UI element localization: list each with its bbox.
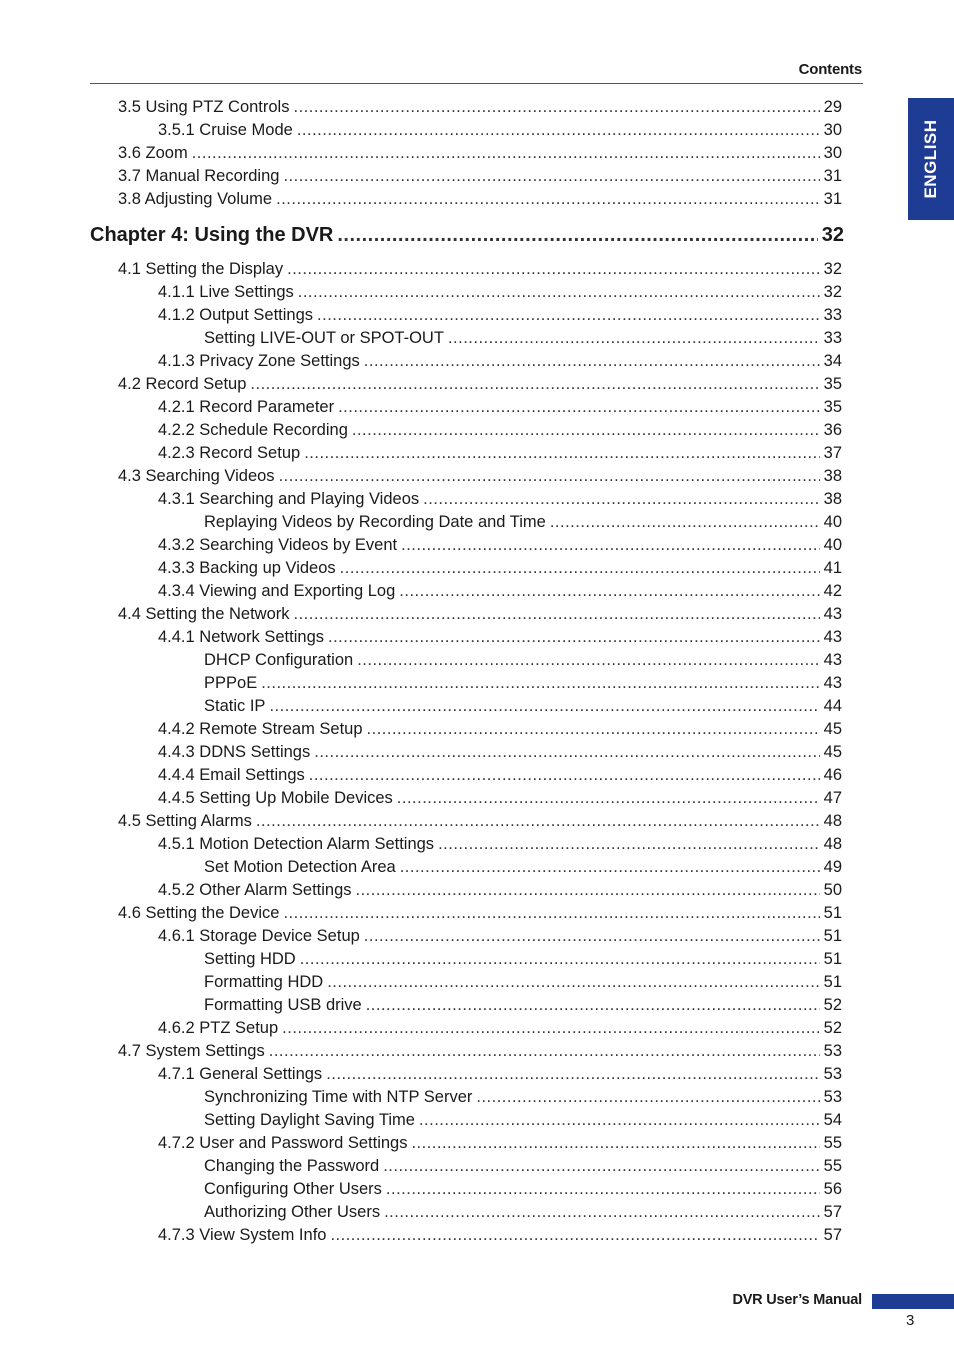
- toc-dot-leader: [364, 925, 820, 948]
- toc-entry[interactable]: [0, 879, 954, 902]
- toc-dot-leader: [338, 396, 820, 419]
- toc-dot-leader: [400, 856, 820, 879]
- toc-entry[interactable]: [0, 557, 954, 580]
- toc-entry-page: 47: [823, 789, 842, 807]
- toc-entry-title: 4.1 Setting the Display: [118, 260, 284, 278]
- toc-entry-title: 4.3.3 Backing up Videos: [158, 559, 336, 577]
- toc-dot-leader: [250, 373, 819, 396]
- toc-entry-page: 55: [823, 1134, 842, 1152]
- toc-entry[interactable]: [0, 511, 954, 534]
- toc-dot-leader: [401, 534, 820, 557]
- toc-entry-title: Static IP: [204, 697, 266, 715]
- toc-dot-leader: [423, 488, 820, 511]
- toc-dot-leader: [309, 764, 820, 787]
- toc-entry-page: 43: [823, 628, 842, 646]
- toc-entry-title: 4.4.5 Setting Up Mobile Devices: [158, 789, 393, 807]
- toc-dot-leader: [386, 1178, 820, 1201]
- toc-entry-title: 3.5.1 Cruise Mode: [158, 121, 293, 139]
- toc-entry-page: 49: [823, 858, 842, 876]
- toc-entry-page: 45: [823, 720, 842, 738]
- toc-chapter-entry[interactable]: [0, 212, 954, 258]
- toc-dot-leader: [326, 1063, 819, 1086]
- toc-entry[interactable]: [0, 1086, 954, 1109]
- toc-entry[interactable]: [0, 142, 954, 165]
- toc-entry[interactable]: [0, 902, 954, 925]
- toc-entry-title: Setting LIVE-OUT or SPOT-OUT: [204, 329, 444, 347]
- toc-dot-leader: [192, 142, 820, 165]
- toc-dot-leader: [279, 465, 820, 488]
- toc-entry-title: 4.4 Setting the Network: [118, 605, 290, 623]
- toc-dot-leader: [283, 165, 819, 188]
- toc-entry[interactable]: [0, 718, 954, 741]
- toc-entry[interactable]: [0, 695, 954, 718]
- table-of-contents: [0, 96, 954, 1247]
- toc-entry-page: 32: [823, 283, 842, 301]
- toc-dot-leader: [293, 96, 819, 119]
- toc-entry[interactable]: [0, 649, 954, 672]
- toc-dot-leader: [340, 557, 820, 580]
- toc-entry-page: 38: [823, 467, 842, 485]
- toc-entry[interactable]: [0, 119, 954, 142]
- toc-dot-leader: [330, 1224, 819, 1247]
- toc-entry-page: 43: [823, 651, 842, 669]
- toc-entry-title: DHCP Configuration: [204, 651, 354, 669]
- toc-entry-title: 4.3.4 Viewing and Exporting Log: [158, 582, 396, 600]
- toc-dot-leader: [314, 741, 819, 764]
- toc-entry-title: 4.1.2 Output Settings: [158, 306, 314, 324]
- toc-entry-title: Formatting USB drive: [204, 996, 362, 1014]
- toc-dot-leader: [399, 580, 819, 603]
- toc-entry-title: 3.5 Using PTZ Controls: [118, 98, 290, 116]
- toc-dot-leader: [357, 649, 819, 672]
- toc-dot-leader: [276, 188, 820, 211]
- toc-entry-title: Setting Daylight Saving Time: [204, 1111, 415, 1129]
- toc-entry-page: 33: [823, 329, 842, 347]
- toc-dot-leader: [256, 810, 820, 833]
- toc-entry-title: Configuring Other Users: [204, 1180, 382, 1198]
- toc-dot-leader: [411, 1132, 819, 1155]
- toc-entry-page: 51: [823, 904, 842, 922]
- toc-entry[interactable]: [0, 925, 954, 948]
- toc-entry[interactable]: [0, 350, 954, 373]
- toc-entry-title: 4.5.2 Other Alarm Settings: [158, 881, 352, 899]
- toc-entry-title: 4.5.1 Motion Detection Alarm Settings: [158, 835, 435, 853]
- toc-entry-title: 4.4.2 Remote Stream Setup: [158, 720, 363, 738]
- toc-entry[interactable]: [0, 1201, 954, 1224]
- toc-entry-title: 4.4.3 DDNS Settings: [158, 743, 311, 761]
- toc-entry[interactable]: [0, 304, 954, 327]
- toc-entry-page: 56: [823, 1180, 842, 1198]
- toc-entry-page: 36: [823, 421, 842, 439]
- toc-entry[interactable]: [0, 488, 954, 511]
- toc-dot-leader: [337, 212, 817, 258]
- toc-entry-page: 45: [823, 743, 842, 761]
- toc-dot-leader: [328, 626, 820, 649]
- toc-entry-title: Setting HDD: [204, 950, 296, 968]
- toc-entry-page: 53: [823, 1065, 842, 1083]
- toc-entry-title: 4.2.2 Schedule Recording: [158, 421, 348, 439]
- toc-entry-page: 32: [823, 260, 842, 278]
- toc-entry-page: 48: [823, 812, 842, 830]
- toc-dot-leader: [438, 833, 820, 856]
- toc-entry-page: 34: [823, 352, 842, 370]
- toc-entry-title: 3.8 Adjusting Volume: [118, 190, 273, 208]
- toc-entry-page: 41: [823, 559, 842, 577]
- toc-entry[interactable]: [0, 96, 954, 119]
- toc-dot-leader: [383, 1155, 819, 1178]
- toc-entry-page: 33: [823, 306, 842, 324]
- footer-manual-title: DVR User’s Manual: [732, 1292, 862, 1308]
- toc-entry-title: 4.6.1 Storage Device Setup: [158, 927, 360, 945]
- toc-dot-leader: [367, 718, 820, 741]
- toc-entry-title: 4.2.1 Record Parameter: [158, 398, 335, 416]
- toc-entry-page: 46: [823, 766, 842, 784]
- toc-entry[interactable]: [0, 534, 954, 557]
- toc-entry-page: 52: [823, 1019, 842, 1037]
- toc-entry[interactable]: [0, 1063, 954, 1086]
- toc-entry[interactable]: [0, 281, 954, 304]
- toc-entry-title: 4.7.3 View System Info: [158, 1226, 327, 1244]
- toc-dot-leader: [356, 879, 820, 902]
- toc-entry[interactable]: [0, 373, 954, 396]
- toc-entry-page: 50: [823, 881, 842, 899]
- toc-entry-title: 4.7.1 General Settings: [158, 1065, 323, 1083]
- toc-entry-page: 38: [823, 490, 842, 508]
- toc-entry-title: 4.3.1 Searching and Playing Videos: [158, 490, 420, 508]
- toc-entry-page: 55: [823, 1157, 842, 1175]
- toc-entry-title: 4.3 Searching Videos: [118, 467, 275, 485]
- toc-entry-title: 3.6 Zoom: [118, 144, 188, 162]
- toc-dot-leader: [317, 304, 820, 327]
- toc-entry[interactable]: [0, 810, 954, 833]
- toc-entry[interactable]: [0, 1132, 954, 1155]
- toc-entry-page: 31: [823, 190, 842, 208]
- toc-dot-leader: [298, 281, 820, 304]
- toc-entry-page: 30: [823, 144, 842, 162]
- toc-entry-page: 43: [823, 674, 842, 692]
- toc-dot-leader: [261, 672, 819, 695]
- toc-entry-title: 4.1.1 Live Settings: [158, 283, 294, 301]
- toc-entry-title: PPPoE: [204, 674, 258, 692]
- toc-entry[interactable]: [0, 396, 954, 419]
- toc-dot-leader: [297, 119, 820, 142]
- toc-entry[interactable]: [0, 580, 954, 603]
- toc-entry[interactable]: [0, 603, 954, 626]
- toc-entry-page: 37: [823, 444, 842, 462]
- toc-entry-title: 4.2 Record Setup: [118, 375, 247, 393]
- toc-entry-title: Formatting HDD: [204, 973, 324, 991]
- toc-entry-page: 40: [823, 536, 842, 554]
- toc-entry-page: 51: [823, 950, 842, 968]
- toc-entry[interactable]: [0, 948, 954, 971]
- toc-dot-leader: [282, 1017, 819, 1040]
- toc-entry-title: Synchronizing Time with NTP Server: [204, 1088, 473, 1106]
- toc-dot-leader: [384, 1201, 820, 1224]
- toc-entry-page: 32: [821, 224, 844, 246]
- header-divider: [90, 83, 863, 84]
- toc-dot-leader: [366, 994, 820, 1017]
- toc-entry-page: 40: [823, 513, 842, 531]
- toc-entry[interactable]: [0, 1178, 954, 1201]
- page-number: 3: [906, 1312, 915, 1329]
- toc-entry-title: 4.2.3 Record Setup: [158, 444, 301, 462]
- toc-entry-page: 30: [823, 121, 842, 139]
- toc-dot-leader: [287, 258, 820, 281]
- toc-entry[interactable]: [0, 442, 954, 465]
- toc-entry[interactable]: [0, 787, 954, 810]
- toc-entry-title: 4.7 System Settings: [118, 1042, 265, 1060]
- toc-dot-leader: [269, 1040, 820, 1063]
- toc-entry-page: 44: [823, 697, 842, 715]
- toc-dot-leader: [448, 327, 820, 350]
- toc-dot-leader: [419, 1109, 820, 1132]
- toc-entry[interactable]: [0, 188, 954, 211]
- toc-dot-leader: [300, 948, 820, 971]
- toc-entry-page: 52: [823, 996, 842, 1014]
- toc-dot-leader: [550, 511, 820, 534]
- toc-entry-page: 53: [823, 1088, 842, 1106]
- toc-entry-title: Chapter 4: Using the DVR: [90, 224, 334, 246]
- toc-entry[interactable]: [0, 1040, 954, 1063]
- toc-entry[interactable]: [0, 1224, 954, 1247]
- toc-entry-page: 35: [823, 398, 842, 416]
- toc-entry-title: Set Motion Detection Area: [204, 858, 396, 876]
- footer-accent-bar: [872, 1294, 954, 1309]
- toc-dot-leader: [327, 971, 819, 994]
- toc-entry[interactable]: [0, 465, 954, 488]
- toc-dot-leader: [397, 787, 820, 810]
- toc-entry[interactable]: [0, 1017, 954, 1040]
- toc-entry-title: 4.4.1 Network Settings: [158, 628, 324, 646]
- toc-entry[interactable]: [0, 419, 954, 442]
- toc-entry-title: 4.1.3 Privacy Zone Settings: [158, 352, 360, 370]
- toc-dot-leader: [269, 695, 819, 718]
- toc-entry-title: 4.6.2 PTZ Setup: [158, 1019, 279, 1037]
- toc-entry[interactable]: [0, 1155, 954, 1178]
- toc-entry-page: 57: [823, 1203, 842, 1221]
- toc-entry-page: 35: [823, 375, 842, 393]
- toc-entry-title: 3.7 Manual Recording: [118, 167, 280, 185]
- toc-dot-leader: [476, 1086, 819, 1109]
- toc-entry[interactable]: [0, 971, 954, 994]
- toc-entry-page: 48: [823, 835, 842, 853]
- toc-dot-leader: [352, 419, 820, 442]
- toc-entry-page: 57: [823, 1226, 842, 1244]
- toc-dot-leader: [304, 442, 819, 465]
- toc-entry-page: 43: [823, 605, 842, 623]
- toc-dot-leader: [364, 350, 820, 373]
- toc-entry[interactable]: [0, 833, 954, 856]
- toc-entry[interactable]: [0, 764, 954, 787]
- toc-entry-page: 51: [823, 973, 842, 991]
- language-tab-label: ENGLISH: [921, 119, 940, 199]
- toc-entry-title: Changing the Password: [204, 1157, 380, 1175]
- toc-entry[interactable]: [0, 165, 954, 188]
- toc-entry-page: 42: [823, 582, 842, 600]
- toc-entry[interactable]: [0, 856, 954, 879]
- toc-entry[interactable]: [0, 626, 954, 649]
- toc-entry[interactable]: [0, 327, 954, 350]
- toc-dot-leader: [294, 603, 820, 626]
- page-header-title: Contents: [798, 61, 862, 78]
- toc-entry-page: 29: [823, 98, 842, 116]
- toc-entry-title: 4.6 Setting the Device: [118, 904, 280, 922]
- toc-entry-title: 4.3.2 Searching Videos by Event: [158, 536, 398, 554]
- toc-entry-page: 54: [823, 1111, 842, 1129]
- toc-entry[interactable]: [0, 258, 954, 281]
- toc-dot-leader: [283, 902, 819, 925]
- toc-entry[interactable]: [0, 1109, 954, 1132]
- toc-entry[interactable]: [0, 994, 954, 1017]
- toc-entry-title: 4.4.4 Email Settings: [158, 766, 305, 784]
- toc-entry-page: 51: [823, 927, 842, 945]
- toc-entry-title: 4.7.2 User and Password Settings: [158, 1134, 408, 1152]
- toc-entry-title: 4.5 Setting Alarms: [118, 812, 252, 830]
- toc-entry[interactable]: [0, 672, 954, 695]
- toc-entry-title: Replaying Videos by Recording Date and Time: [204, 513, 546, 531]
- toc-entry[interactable]: [0, 741, 954, 764]
- toc-entry-title: Authorizing Other Users: [204, 1203, 381, 1221]
- toc-entry-page: 31: [823, 167, 842, 185]
- toc-entry-page: 53: [823, 1042, 842, 1060]
